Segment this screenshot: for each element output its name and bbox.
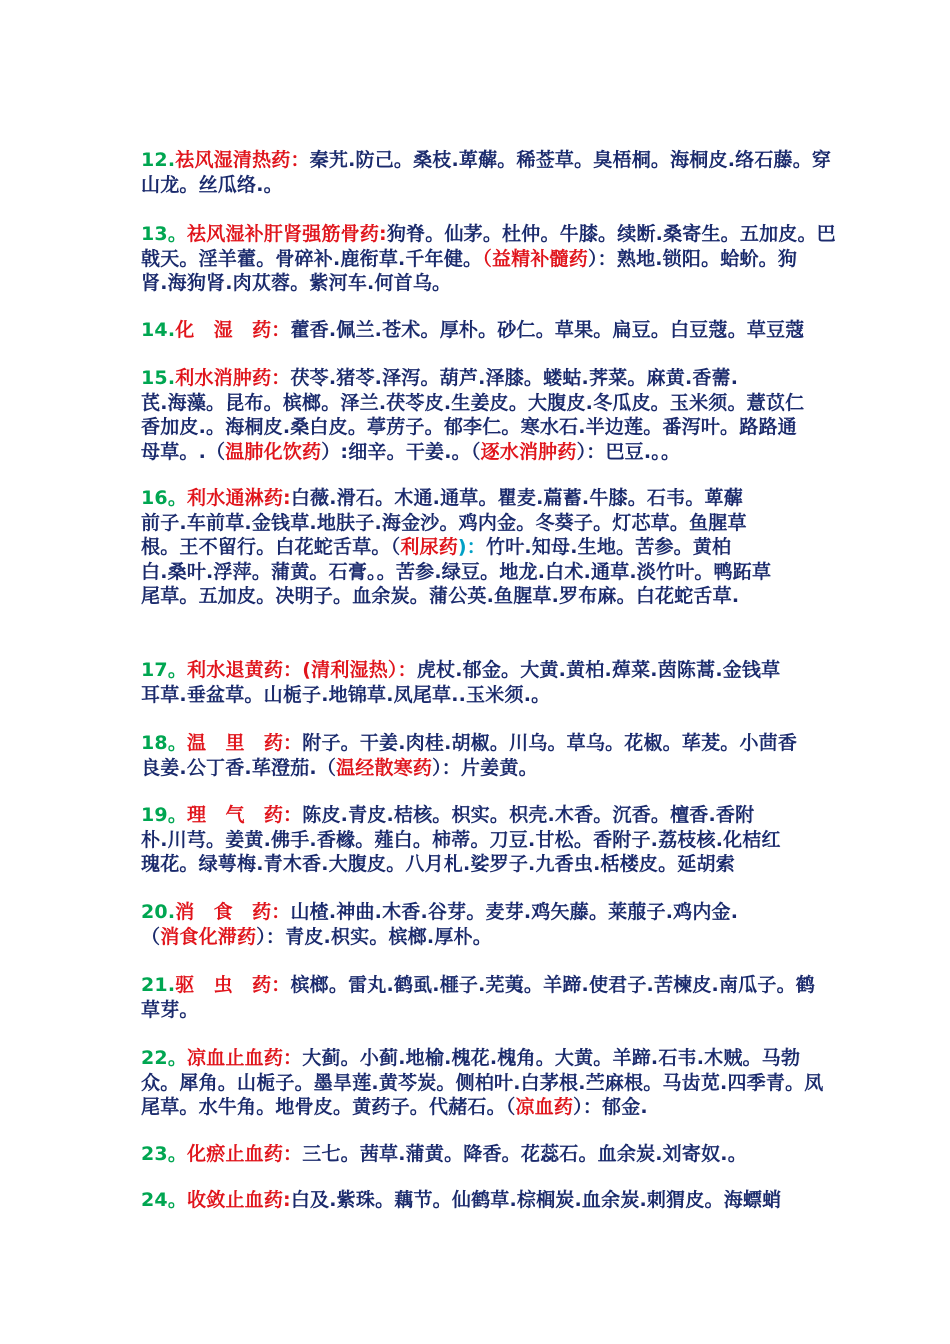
entry-line (141, 828, 931, 853)
entry-number: 24。 (141, 1189, 188, 1211)
entry-line (141, 148, 931, 173)
entry-line (141, 222, 931, 247)
entry-category-title: 利水通淋药: (187, 487, 291, 509)
entry-line (141, 1046, 931, 1071)
entry-line (141, 535, 931, 560)
herb-list-text: 耳草.垂盆草。山栀子.地锦草.凤尾草..玉米须.。 (141, 683, 551, 706)
entry-line (141, 440, 931, 465)
entry-number: 19。 (141, 804, 188, 826)
entry-12 (141, 148, 931, 197)
entry-category-title: 利水退黄药：(清利湿热）： (187, 659, 417, 681)
entry-category-title: 凉血止血药： (187, 1047, 303, 1069)
entry-category-title: 祛风湿补肝肾强筋骨药: (187, 223, 387, 245)
entry-line (141, 486, 931, 511)
herb-list-text: 根。王不留行。白花蛇舌草。（ (141, 536, 401, 558)
entry-category-title: 化 湿 药： (175, 319, 291, 341)
herb-list-text: 白及.紫珠。藕节。仙鹤草.棕榈炭.血余炭.刺猬皮。海螵蛸 (290, 1189, 782, 1211)
subcategory-label: 温经散寒药 (336, 756, 433, 779)
herb-list-text: 三七。茜草.蒲黄。降香。花蕊石。血余炭.刘寄奴.。 (302, 1143, 747, 1165)
entry-line (141, 173, 931, 198)
herb-list-text: 虎杖.郁金。大黄.黄柏.蔊菜.茵陈蒿.金钱草 (416, 659, 781, 681)
entry-number: 13。 (141, 223, 188, 245)
entry-20 (141, 900, 931, 949)
herb-list-text: 山龙。丝瓜络.。 (141, 173, 283, 196)
entry-13 (141, 222, 931, 296)
entry-22 (141, 1046, 931, 1120)
entry-line (141, 731, 931, 756)
herb-list-text: 藿香.佩兰.苍术。厚朴。砂仁。草果。扁豆。白豆蔻。草豆蔻 (290, 319, 805, 341)
herb-list-text: 尾草。水牛角。地骨皮。黄药子。代赭石。（ (141, 1096, 516, 1118)
entry-line (141, 560, 931, 585)
entry-line (141, 511, 931, 536)
entry-line (141, 366, 931, 391)
herb-list-text: 秦艽.防己。桑枝.萆薢。稀莶草。臭梧桐。海桐皮.络石藤。穿 (309, 149, 832, 171)
herb-list-text: 戟天。淫羊藿。骨碎补.鹿衔草.千年健。 (141, 247, 483, 270)
herb-list-text: 瑰花。绿萼梅.青木香.大腹皮。八月札.娑罗子.九香虫.栝楼皮。延胡索 (141, 853, 735, 875)
herb-list-text: ）:细辛。干姜.。（ (321, 440, 481, 463)
entry-line (141, 852, 931, 877)
entry-18 (141, 731, 931, 780)
entry-number: 18。 (141, 732, 188, 754)
entry-number: 20. (141, 901, 176, 923)
entry-number: 23。 (141, 1143, 188, 1165)
entry-category-title: 理 气 药： (187, 804, 303, 826)
herb-list-text: 白.桑叶.浮萍。蒲黄。石膏。。苦参.绿豆。地龙.白术.通草.淡竹叶。鸭跖草 (141, 560, 772, 583)
herb-list-text: ）：巴豆.。。 (576, 440, 681, 463)
herb-list-text: ）：片姜黄。 (432, 756, 538, 779)
entry-line (141, 683, 931, 708)
herb-list-text: 草芽。 (141, 998, 199, 1021)
entry-line (141, 973, 931, 998)
herb-list-text: 尾草。五加皮。决明子。血余炭。蒲公英.鱼腥草.罗布麻。白花蛇舌草. (141, 585, 740, 607)
herb-list-text: 香加皮.。海桐皮.桑白皮。葶苈子。郁李仁。寒水石.半边莲。番泻叶。路路通 (141, 416, 797, 438)
subcategory-label: 消食化滞药 (160, 925, 257, 948)
herb-list-text: 山楂.神曲.木香.谷芽。麦芽.鸡矢藤。莱菔子.鸡内金. (290, 901, 739, 923)
entry-line (141, 271, 931, 296)
herb-list-text: 肾.海狗肾.肉苁蓉。紫河车.何首乌。 (141, 272, 452, 294)
entry-number: 21. (141, 974, 176, 996)
entry-number: 16。 (141, 487, 188, 509)
entry-21 (141, 973, 931, 1022)
subcategory-label: 凉血药 (515, 1096, 574, 1118)
entry-14 (141, 318, 931, 343)
entry-line (141, 1071, 931, 1096)
entry-line (141, 1142, 931, 1167)
subcategory-label: 益精补髓药 (491, 247, 588, 270)
entry-number: 12. (141, 149, 176, 171)
entry-category-title: 温 里 药： (187, 732, 303, 754)
herb-list-text: 众。犀角。山栀子。墨旱莲.黄芩炭。侧柏叶.白茅根.苎麻根。马齿苋.四季青。凤 (141, 1071, 824, 1094)
entry-line (141, 1188, 931, 1213)
entry-line (141, 998, 931, 1023)
entry-line (141, 247, 931, 272)
entry-line (141, 756, 931, 781)
entry-line (141, 415, 931, 440)
entry-line (141, 391, 931, 416)
subcategory-label: 利尿药 (400, 536, 458, 558)
herb-list-text: 良姜.公丁香.荜澄茄.（ (141, 756, 337, 779)
entry-category-title: 利水消肿药： (175, 367, 291, 389)
herb-list-text: 大蓟。小蓟.地榆.槐花.槐角。大黄。羊蹄.石韦.木贼。马勃 (302, 1047, 801, 1069)
herb-list-text: 附子。干姜.肉桂.胡椒。川乌。草乌。花椒。荜茇。小茴香 (302, 732, 798, 754)
entry-number: 22。 (141, 1047, 188, 1069)
herb-list-text: 陈皮.青皮.桔核。枳实。枳壳.木香。沉香。檀香.香附 (302, 804, 755, 826)
entry-23 (141, 1142, 931, 1167)
entry-line (141, 900, 931, 925)
entry-19 (141, 803, 931, 877)
entry-category-title: 驱 虫 药： (175, 974, 291, 996)
entry-17 (141, 658, 931, 707)
herb-list-text: )： (457, 536, 487, 558)
herb-list-text: 茯苓.猪苓.泽泻。葫芦.泽膝。蝼蛄.荠菜。麻黄.香薷. (290, 367, 739, 389)
entry-line (141, 803, 931, 828)
herb-list-text: 狗脊。仙茅。杜仲。牛膝。续断.桑寄生。五加皮。巴 (386, 223, 836, 245)
entry-category-title: 化瘀止血药： (187, 1143, 303, 1165)
herb-list-text: 白薇.滑石。木通.通草。瞿麦.萹蓄.牛膝。石韦。萆薢 (290, 487, 743, 509)
entry-category-title: 消 食 药： (175, 901, 291, 923)
entry-line (141, 584, 931, 609)
entry-number: 14. (141, 319, 176, 341)
entry-line (141, 1095, 931, 1120)
entry-category-title: 收敛止血药: (187, 1189, 291, 1211)
entry-number: 17。 (141, 659, 188, 681)
subcategory-label: 逐水消肿药 (480, 440, 577, 463)
herb-list-text: 槟榔。雷丸.鹤虱.榧子.芜荑。羊蹄.使君子.苦楝皮.南瓜子。鹤 (290, 974, 815, 996)
herb-list-text: ）：熟地.锁阳。蛤蚧。狗 (587, 247, 798, 270)
subcategory-label: （ (482, 247, 492, 270)
herb-list-text: 芪.海藻。昆布。槟榔。泽兰.茯苓皮.生姜皮。大腹皮.冬瓜皮。玉米须。薏苡仁 (141, 391, 805, 414)
herb-list-text: ）：青皮.枳实。槟榔.厚朴。 (256, 925, 492, 948)
herb-list-text: 朴.川芎。姜黄.佛手.香橼。薤白。柿蒂。刀豆.甘松。香附子.荔枝核.化桔红 (141, 828, 781, 851)
herb-list-text: 前子.车前草.金钱草.地肤子.海金沙。鸡内金。冬葵子。灯芯草。鱼腥草 (141, 511, 747, 534)
entry-15 (141, 366, 931, 464)
herb-list-text: （ (141, 925, 161, 948)
entry-24 (141, 1188, 931, 1213)
entry-category-title: 祛风湿清热药： (175, 149, 310, 171)
herb-list-text: 竹叶.知母.生地。苦参。黄柏 (486, 536, 732, 558)
herb-list-text: ）：郁金. (573, 1096, 648, 1118)
entry-number: 15. (141, 367, 176, 389)
entry-16 (141, 486, 931, 609)
subcategory-label: 温肺化饮药 (225, 440, 322, 463)
entry-line (141, 318, 931, 343)
entry-line (141, 925, 931, 950)
herb-list-text: 母草。.（ (141, 440, 226, 463)
entry-line (141, 658, 931, 683)
